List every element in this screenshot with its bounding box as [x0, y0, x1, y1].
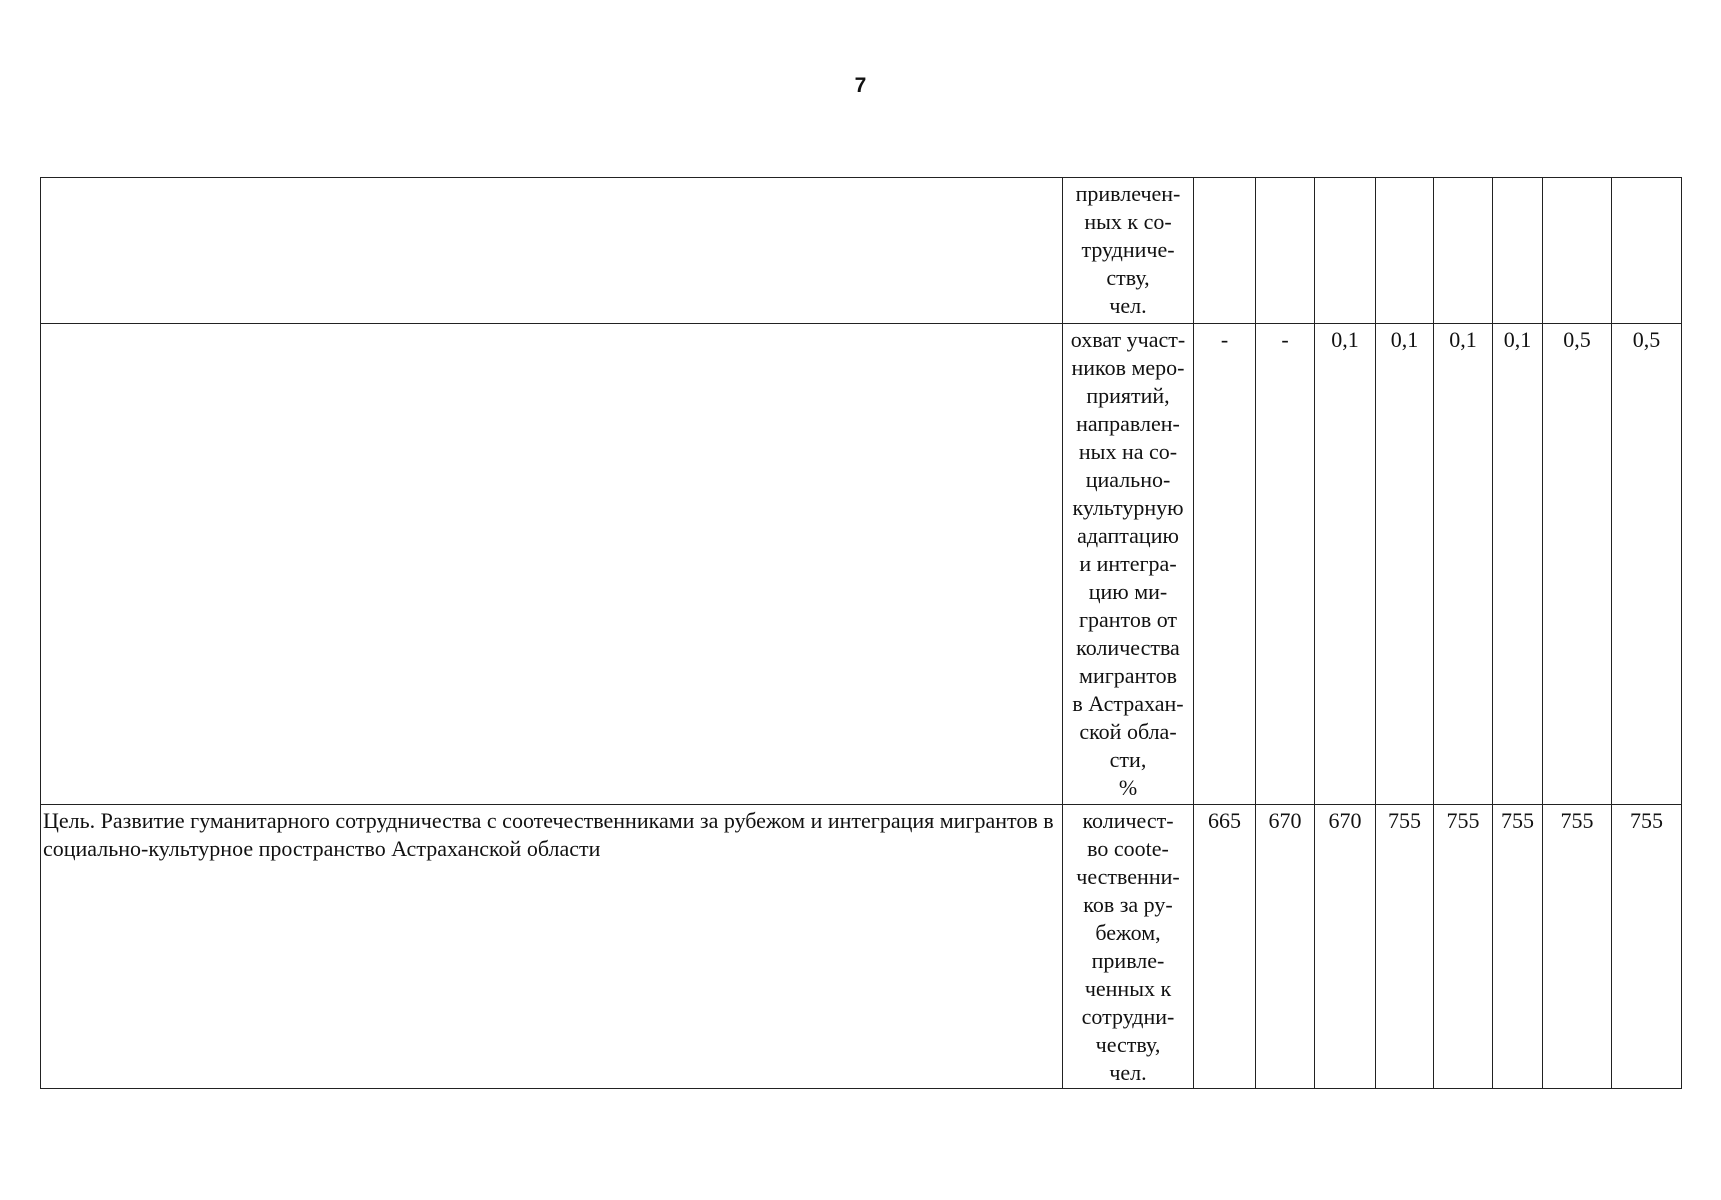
value-cell: [1612, 178, 1682, 324]
value-cell: [1543, 178, 1612, 324]
indicator-line: цию ми-: [1088, 579, 1168, 604]
indicator-line: охват участ-: [1070, 327, 1186, 352]
value-cell: [1493, 178, 1543, 324]
goal-description-cell: [41, 178, 1063, 324]
value-cell: -: [1194, 324, 1256, 805]
table-row: [41, 178, 1682, 324]
indicator-cell: [1063, 178, 1194, 324]
indicator-line: сотрудни-: [1081, 1004, 1175, 1029]
indicator-line: ных к со-: [1084, 209, 1172, 234]
indicator-line: сти,: [1109, 747, 1147, 772]
indicator-line: чел.: [1109, 1060, 1147, 1085]
value-cell: 0,1: [1376, 324, 1434, 805]
indicator-line: привле-: [1091, 948, 1165, 973]
page-number: 7: [854, 74, 867, 97]
table-row: [41, 805, 1682, 1089]
value-cell: [1194, 178, 1256, 324]
indicator-line: честву,: [1095, 1032, 1161, 1057]
indicator-line: направлен-: [1076, 411, 1180, 436]
indicator-line: привлечен-: [1075, 181, 1181, 206]
indicator-line: количества: [1076, 635, 1180, 660]
indicators-table: [40, 177, 1682, 1089]
indicator-line: циально-: [1085, 467, 1171, 492]
value-cell: 0,1: [1434, 324, 1493, 805]
goal-description-cell: Цель. Развитие гуманитарного сотрудничества с соотечественниками за рубежом и интеграция мигрантов в социально-культурное пространство Астраханской области: [41, 805, 1063, 1089]
indicator-line: ченных к: [1084, 976, 1172, 1001]
indicator-line: грантов от: [1078, 607, 1178, 632]
value-cell: 670: [1256, 805, 1315, 1089]
value-cell: 0,1: [1493, 324, 1543, 805]
value-cell: 0,5: [1543, 324, 1612, 805]
indicator-line: во соote-: [1087, 836, 1169, 861]
indicator-line: бежом,: [1095, 920, 1161, 945]
indicator-line: культурную: [1072, 495, 1184, 520]
value-cell: 755: [1376, 805, 1434, 1089]
indicator-cell: [1063, 805, 1194, 1089]
value-cell: [1434, 178, 1493, 324]
indicator-line: адаптацию: [1077, 523, 1179, 548]
value-cell: [1376, 178, 1434, 324]
indicator-line: приятий,: [1086, 383, 1170, 408]
value-cell: 0,1: [1315, 324, 1376, 805]
indicator-line: количест-: [1082, 808, 1174, 833]
goal-description-cell: [41, 324, 1063, 805]
value-cell: 670: [1315, 805, 1376, 1089]
indicator-line: и интегра-: [1079, 551, 1177, 576]
value-cell: 755: [1434, 805, 1493, 1089]
value-cell: [1315, 178, 1376, 324]
indicator-line: в Астрахан-: [1072, 691, 1184, 716]
table-row: [41, 324, 1682, 805]
indicator-cell: [1063, 324, 1194, 805]
indicator-line: чественни-: [1076, 864, 1180, 889]
indicator-line: ников меро-: [1071, 355, 1185, 380]
value-cell: [1256, 178, 1315, 324]
indicator-line: ков за ру-: [1083, 892, 1173, 917]
indicator-line: ской обла-: [1079, 719, 1177, 744]
indicator-line: чел.: [1109, 293, 1147, 318]
value-cell: 755: [1543, 805, 1612, 1089]
value-cell: 665: [1194, 805, 1256, 1089]
indicator-line: ству,: [1106, 265, 1150, 290]
value-cell: 755: [1612, 805, 1682, 1089]
indicator-line: %: [1118, 775, 1138, 800]
value-cell: 0,5: [1612, 324, 1682, 805]
indicator-line: мигрантов: [1079, 663, 1177, 688]
value-cell: 755: [1493, 805, 1543, 1089]
indicator-line: ных на со-: [1078, 439, 1178, 464]
indicator-line: трудниче-: [1081, 237, 1175, 262]
value-cell: -: [1256, 324, 1315, 805]
